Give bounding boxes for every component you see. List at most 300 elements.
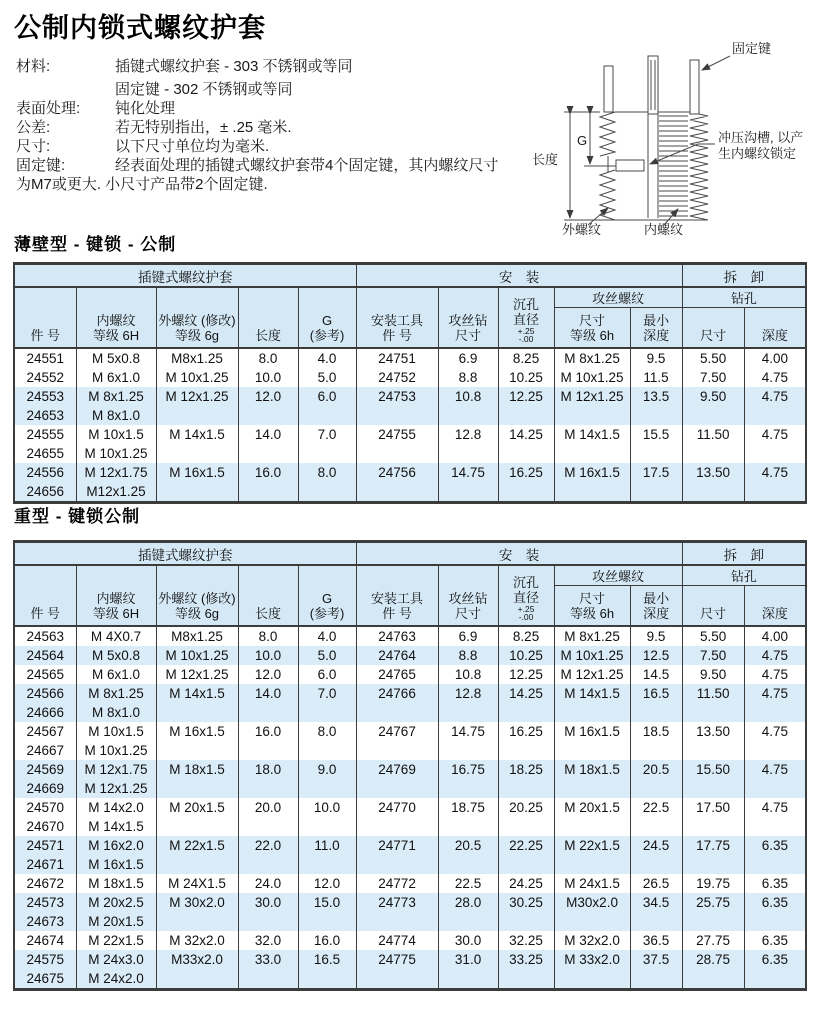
- table-cell: [356, 855, 438, 874]
- table-cell: [238, 855, 298, 874]
- table-row: [14, 387, 806, 406]
- col-g-ref: G (参考): [298, 565, 356, 626]
- table-cell: 15.50: [682, 760, 744, 779]
- table-cell: [498, 444, 554, 463]
- table-cell: 13.50: [682, 722, 744, 741]
- band-removal: 拆 卸: [682, 264, 806, 288]
- table-cell: [438, 703, 498, 722]
- table-cell: [498, 482, 554, 503]
- col-install-tool: 安装工具 件 号: [356, 287, 438, 348]
- table-cell: 20.0: [238, 798, 298, 817]
- table-cell: 24751: [356, 348, 438, 368]
- spec-block: [16, 57, 528, 194]
- table-cell: 24774: [356, 931, 438, 950]
- table-cell: 5.50: [682, 626, 744, 646]
- table-cell: 20.25: [498, 798, 554, 817]
- table-row: [14, 969, 806, 990]
- external-thread-left: [600, 112, 615, 156]
- col-part-no: 件 号: [14, 565, 76, 626]
- col-drill-size: 尺寸: [682, 308, 744, 349]
- col-external-thread: 外螺纹 (修改) 等级 6g: [156, 287, 238, 348]
- table-cell: M 14x1.5: [554, 425, 630, 444]
- table-cell: 10.8: [438, 387, 498, 406]
- table-cell: [238, 444, 298, 463]
- diagram-label-groove-1: 冲压沟槽, 以产: [718, 130, 804, 145]
- table-cell: 24770: [356, 798, 438, 817]
- table-cell: 4.75: [744, 684, 806, 703]
- table-cell: [298, 741, 356, 760]
- table-cell: 24.0: [238, 874, 298, 893]
- table-cell: M 18x1.5: [554, 760, 630, 779]
- table-cell: 33.0: [238, 950, 298, 969]
- table-cell: 5.0: [298, 368, 356, 387]
- table-cell: [438, 779, 498, 798]
- table-row: [14, 950, 806, 969]
- table-cell: M 8x1.25: [554, 626, 630, 646]
- table-cell: [298, 855, 356, 874]
- table-cell: [554, 817, 630, 836]
- table-cell: [438, 817, 498, 836]
- table-row: [14, 836, 806, 855]
- table-cell: [682, 855, 744, 874]
- table-row: [14, 931, 806, 950]
- table-row: [14, 684, 806, 703]
- spec-label: 公差:: [16, 119, 51, 136]
- table-cell: 24575: [14, 950, 76, 969]
- table-cell: [238, 779, 298, 798]
- table-cell: 16.5: [298, 950, 356, 969]
- table-cell: 14.0: [238, 425, 298, 444]
- col-tap-size: 尺寸 等级 6h: [554, 308, 630, 349]
- table-cell: [498, 817, 554, 836]
- table-cell: [682, 444, 744, 463]
- col-tap-drill: 攻丝钻 尺寸: [438, 287, 498, 348]
- table-cell: 11.0: [298, 836, 356, 855]
- table-cell: 24756: [356, 463, 438, 482]
- col-tap-size: 尺寸 等级 6h: [554, 586, 630, 627]
- table-cell: 4.75: [744, 387, 806, 406]
- col-part-no: 件 号: [14, 287, 76, 348]
- table-cell: M 10x1.5: [76, 425, 156, 444]
- table-row: [14, 665, 806, 684]
- spec-row-dimension: [16, 137, 528, 156]
- table-cell: [554, 482, 630, 503]
- table-cell: [356, 703, 438, 722]
- table-cell: 18.75: [438, 798, 498, 817]
- table-cell: 24656: [14, 482, 76, 503]
- table-cell: [356, 912, 438, 931]
- table-cell: 26.5: [630, 874, 682, 893]
- table-cell: [744, 969, 806, 990]
- table-cell: [438, 969, 498, 990]
- table-cell: [298, 406, 356, 425]
- table-cell: M 12x1.25: [554, 387, 630, 406]
- col-counterbore: 沉孔 直径 +.25 -.00: [498, 565, 554, 626]
- table-cell: M8x1.25: [156, 626, 238, 646]
- table-cell: 4.75: [744, 665, 806, 684]
- table-cell: [438, 406, 498, 425]
- table-cell: M 22x1.5: [76, 931, 156, 950]
- table-row: [14, 348, 806, 368]
- table-cell: [356, 969, 438, 990]
- table-cell: [554, 779, 630, 798]
- table-cell: M 14x1.5: [554, 684, 630, 703]
- table-cell: M 24X1.5: [156, 874, 238, 893]
- table-row: [14, 425, 806, 444]
- spec-row-material: [16, 57, 528, 76]
- table-cell: [554, 912, 630, 931]
- table-cell: [156, 703, 238, 722]
- diagram-label-g: G: [577, 133, 588, 148]
- insert-diagram: [518, 32, 818, 240]
- table-cell: 20.5: [438, 836, 498, 855]
- table-cell: 10.0: [238, 368, 298, 387]
- table-cell: 4.75: [744, 722, 806, 741]
- table-cell: 22.25: [498, 836, 554, 855]
- table-cell: M 4X0.7: [76, 626, 156, 646]
- table-cell: M 16x1.5: [156, 463, 238, 482]
- table-cell: M 8x1.0: [76, 703, 156, 722]
- table-cell: M 18x1.5: [76, 874, 156, 893]
- table-cell: 7.50: [682, 368, 744, 387]
- spec-row-tolerance: [16, 118, 528, 137]
- table-cell: 6.35: [744, 893, 806, 912]
- table-cell: 9.5: [630, 348, 682, 368]
- table-cell: 25.75: [682, 893, 744, 912]
- table-cell: M 10x1.25: [554, 646, 630, 665]
- table-cell: 12.25: [498, 665, 554, 684]
- band-insert: 插键式螺纹护套: [14, 264, 356, 288]
- table-cell: [238, 703, 298, 722]
- table-cell: 6.0: [298, 665, 356, 684]
- table-cell: [238, 817, 298, 836]
- table-cell: [356, 406, 438, 425]
- table-cell: M 6x1.0: [76, 665, 156, 684]
- table-cell: [630, 912, 682, 931]
- table-cell: [630, 444, 682, 463]
- section-heading-heavy-duty: 重型 - 键锁公制: [14, 507, 141, 526]
- table-cell: M 8x1.25: [76, 387, 156, 406]
- table-cell: 5.50: [682, 348, 744, 368]
- table-cell: 7.0: [298, 425, 356, 444]
- table-cell: 14.75: [438, 722, 498, 741]
- table-cell: 14.25: [498, 425, 554, 444]
- table-cell: M 30x2.0: [156, 893, 238, 912]
- table-cell: [630, 855, 682, 874]
- table-cell: [156, 741, 238, 760]
- table-cell: [744, 817, 806, 836]
- table-cell: [238, 912, 298, 931]
- table-cell: [356, 482, 438, 503]
- table-cell: 32.0: [238, 931, 298, 950]
- table-cell: 31.0: [438, 950, 498, 969]
- spec-row-keys: [16, 156, 528, 175]
- table-cell: 36.5: [630, 931, 682, 950]
- group-tap-thread: 攻丝螺纹: [554, 287, 682, 308]
- table-cell: 8.8: [438, 368, 498, 387]
- table-cell: 17.50: [682, 798, 744, 817]
- table-cell: M 24x3.0: [76, 950, 156, 969]
- table-cell: [498, 703, 554, 722]
- band-install: 安 装: [356, 542, 682, 566]
- table-cell: M 22x1.5: [156, 836, 238, 855]
- table-cell: 20.5: [630, 760, 682, 779]
- group-tap-thread: 攻丝螺纹: [554, 565, 682, 586]
- external-thread-right: [690, 112, 708, 220]
- table-row: [14, 760, 806, 779]
- table-cell: [498, 969, 554, 990]
- table-cell: M 24x1.5: [554, 874, 630, 893]
- table-cell: 12.5: [630, 646, 682, 665]
- table-cell: 24765: [356, 665, 438, 684]
- table-cell: M 16x2.0: [76, 836, 156, 855]
- table-cell: 19.75: [682, 874, 744, 893]
- table-cell: 8.0: [298, 722, 356, 741]
- col-min-depth: 最小 深度: [630, 308, 682, 349]
- table-cell: 22.5: [438, 874, 498, 893]
- table-cell: M 22x1.5: [554, 836, 630, 855]
- table-cell: 24570: [14, 798, 76, 817]
- table-cell: M 6x1.0: [76, 368, 156, 387]
- table-cell: [498, 855, 554, 874]
- table-cell: 13.5: [630, 387, 682, 406]
- table-cell: 24655: [14, 444, 76, 463]
- table-cell: 24672: [14, 874, 76, 893]
- table-row: [14, 893, 806, 912]
- spec-label: [16, 80, 115, 99]
- spec-continuation: 为M7或更大. 小尺寸产品带2个固定键.: [16, 176, 268, 193]
- table-cell: M 14x1.5: [156, 425, 238, 444]
- table-cell: 17.75: [682, 836, 744, 855]
- table-row: [14, 741, 806, 760]
- table-row: [14, 444, 806, 463]
- spec-value: 固定键 - 302 不锈钢或等同: [115, 81, 293, 98]
- table-cell: 14.25: [498, 684, 554, 703]
- table-cell: 16.75: [438, 760, 498, 779]
- page-title: 公制内锁式螺纹护套: [14, 13, 266, 43]
- table-cell: [238, 741, 298, 760]
- table-cell: [298, 482, 356, 503]
- col-drill-size: 尺寸: [682, 586, 744, 627]
- col-counterbore: 沉孔 直径 +.25 -.00: [498, 287, 554, 348]
- table-cell: 11.50: [682, 425, 744, 444]
- key-left: [604, 66, 613, 112]
- col-internal-thread: 内螺纹 等级 6H: [76, 565, 156, 626]
- table-cell: [498, 779, 554, 798]
- table-cell: 4.0: [298, 348, 356, 368]
- counterbore-tolerance: +.25 -.00: [517, 326, 535, 344]
- table-cell: M33x2.0: [156, 950, 238, 969]
- table-cell: [554, 444, 630, 463]
- col-drill-depth: 深度: [744, 586, 806, 627]
- table-cell: 6.35: [744, 836, 806, 855]
- table-cell: 24670: [14, 817, 76, 836]
- table-cell: [630, 779, 682, 798]
- table-cell: 12.8: [438, 684, 498, 703]
- table-cell: M 5x0.8: [76, 646, 156, 665]
- table-cell: M 10x1.5: [76, 722, 156, 741]
- table-cell: [554, 969, 630, 990]
- table-cell: 24553: [14, 387, 76, 406]
- table-cell: 24551: [14, 348, 76, 368]
- table-cell: 22.0: [238, 836, 298, 855]
- table-row: [14, 874, 806, 893]
- diagram-label-external: 外螺纹: [562, 222, 602, 237]
- table-cell: 24675: [14, 969, 76, 990]
- table-cell: [298, 969, 356, 990]
- table-cell: [298, 444, 356, 463]
- table-cell: 24671: [14, 855, 76, 874]
- table-cell: 24753: [356, 387, 438, 406]
- table-cell: 24773: [356, 893, 438, 912]
- table-cell: 6.9: [438, 626, 498, 646]
- table-cell: M 20x1.5: [156, 798, 238, 817]
- table-cell: [356, 779, 438, 798]
- table-cell: [744, 444, 806, 463]
- table-cell: 4.75: [744, 760, 806, 779]
- table-cell: 12.0: [238, 387, 298, 406]
- table-row: [14, 482, 806, 503]
- table-row: [14, 912, 806, 931]
- table-cell: 5.0: [298, 646, 356, 665]
- key-right: [690, 60, 699, 114]
- table-cell: 24752: [356, 368, 438, 387]
- table-cell: 10.8: [438, 665, 498, 684]
- table-cell: 8.25: [498, 348, 554, 368]
- col-min-depth: 最小 深度: [630, 586, 682, 627]
- table-cell: M 5x0.8: [76, 348, 156, 368]
- col-external-thread: 外螺纹 (修改) 等级 6g: [156, 565, 238, 626]
- table-cell: [554, 406, 630, 425]
- table-cell: 4.75: [744, 798, 806, 817]
- table-cell: 24569: [14, 760, 76, 779]
- table-cell: M 16x1.5: [554, 722, 630, 741]
- table-cell: 22.5: [630, 798, 682, 817]
- spec-value: 以下尺寸单位均为毫米.: [115, 138, 270, 155]
- table-row: [14, 779, 806, 798]
- table-cell: 8.0: [238, 626, 298, 646]
- table-cell: 17.5: [630, 463, 682, 482]
- table-cell: M 20x1.5: [554, 798, 630, 817]
- spec-value: 插键式螺纹护套 - 303 不锈钢或等同: [115, 58, 353, 75]
- table-cell: [356, 741, 438, 760]
- table-cell: 24653: [14, 406, 76, 425]
- table-cell: 28.75: [682, 950, 744, 969]
- diagram-label-key: 固定键: [732, 41, 772, 56]
- table-cell: 24769: [356, 760, 438, 779]
- table-cell: [298, 912, 356, 931]
- table-cell: M 12x1.25: [156, 387, 238, 406]
- table-cell: 24567: [14, 722, 76, 741]
- table-cell: 24.5: [630, 836, 682, 855]
- table-row: [14, 703, 806, 722]
- table-cell: M 16x1.5: [156, 722, 238, 741]
- table-cell: 14.75: [438, 463, 498, 482]
- table-cell: [682, 741, 744, 760]
- table-row: [14, 646, 806, 665]
- table-cell: [682, 969, 744, 990]
- table-cell: 7.0: [298, 684, 356, 703]
- table-cell: 24771: [356, 836, 438, 855]
- table-cell: 12.8: [438, 425, 498, 444]
- table-cell: 10.0: [298, 798, 356, 817]
- spec-value: 钝化处理: [115, 100, 176, 117]
- table-cell: M 12x1.75: [76, 463, 156, 482]
- table-cell: 24767: [356, 722, 438, 741]
- table-cell: [156, 969, 238, 990]
- table-cell: 24566: [14, 684, 76, 703]
- table-cell: 12.0: [238, 665, 298, 684]
- table-cell: M 10x1.25: [76, 741, 156, 760]
- table-cell: [682, 817, 744, 836]
- table-cell: [630, 406, 682, 425]
- table-cell: [554, 741, 630, 760]
- table-body: [14, 348, 806, 503]
- table-cell: 7.50: [682, 646, 744, 665]
- table-cell: M 12x1.25: [554, 665, 630, 684]
- spec-label: 尺寸:: [16, 138, 51, 155]
- table-cell: 4.00: [744, 626, 806, 646]
- table-cell: [630, 482, 682, 503]
- table-cell: 6.35: [744, 874, 806, 893]
- col-g-ref: G (参考): [298, 287, 356, 348]
- table-cell: 37.5: [630, 950, 682, 969]
- table-cell: [682, 406, 744, 425]
- col-length: 长度: [238, 565, 298, 626]
- table-cell: 30.0: [438, 931, 498, 950]
- spec-label: 材料:: [16, 58, 51, 75]
- table-cell: [156, 855, 238, 874]
- table-cell: 24674: [14, 931, 76, 950]
- counterbore-tolerance: +.25 -.00: [517, 604, 535, 622]
- table-cell: 24667: [14, 741, 76, 760]
- thin-wall-table: [13, 262, 807, 504]
- table-cell: [238, 482, 298, 503]
- table-cell: [156, 779, 238, 798]
- table-cell: [238, 969, 298, 990]
- table-row: [14, 368, 806, 387]
- table-cell: 24571: [14, 836, 76, 855]
- table-cell: [298, 779, 356, 798]
- table-cell: 13.50: [682, 463, 744, 482]
- diagram-label-internal: 内螺纹: [644, 222, 684, 237]
- table-cell: 24673: [14, 912, 76, 931]
- section-heading-thin-wall: 薄壁型 - 键锁 - 公制: [14, 235, 177, 254]
- table-cell: [682, 912, 744, 931]
- table-cell: 24772: [356, 874, 438, 893]
- table-cell: [438, 741, 498, 760]
- col-install-tool: 安装工具 件 号: [356, 565, 438, 626]
- table-cell: 10.25: [498, 646, 554, 665]
- table-cell: 24764: [356, 646, 438, 665]
- table-cell: [630, 741, 682, 760]
- table-cell: M 32x2.0: [554, 931, 630, 950]
- internal-thread-lines: [659, 116, 688, 216]
- table-cell: M 12x1.25: [156, 665, 238, 684]
- punched-groove: [616, 160, 644, 171]
- table-cell: [498, 741, 554, 760]
- table-row: [14, 855, 806, 874]
- table-cell: 24766: [356, 684, 438, 703]
- table-cell: 24565: [14, 665, 76, 684]
- table-cell: 8.0: [238, 348, 298, 368]
- table-cell: 12.0: [298, 874, 356, 893]
- table-cell: 27.75: [682, 931, 744, 950]
- table-cell: M 14x2.0: [76, 798, 156, 817]
- insert-diagram-svg: [518, 32, 818, 240]
- table-cell: 24669: [14, 779, 76, 798]
- table-cell: 10.25: [498, 368, 554, 387]
